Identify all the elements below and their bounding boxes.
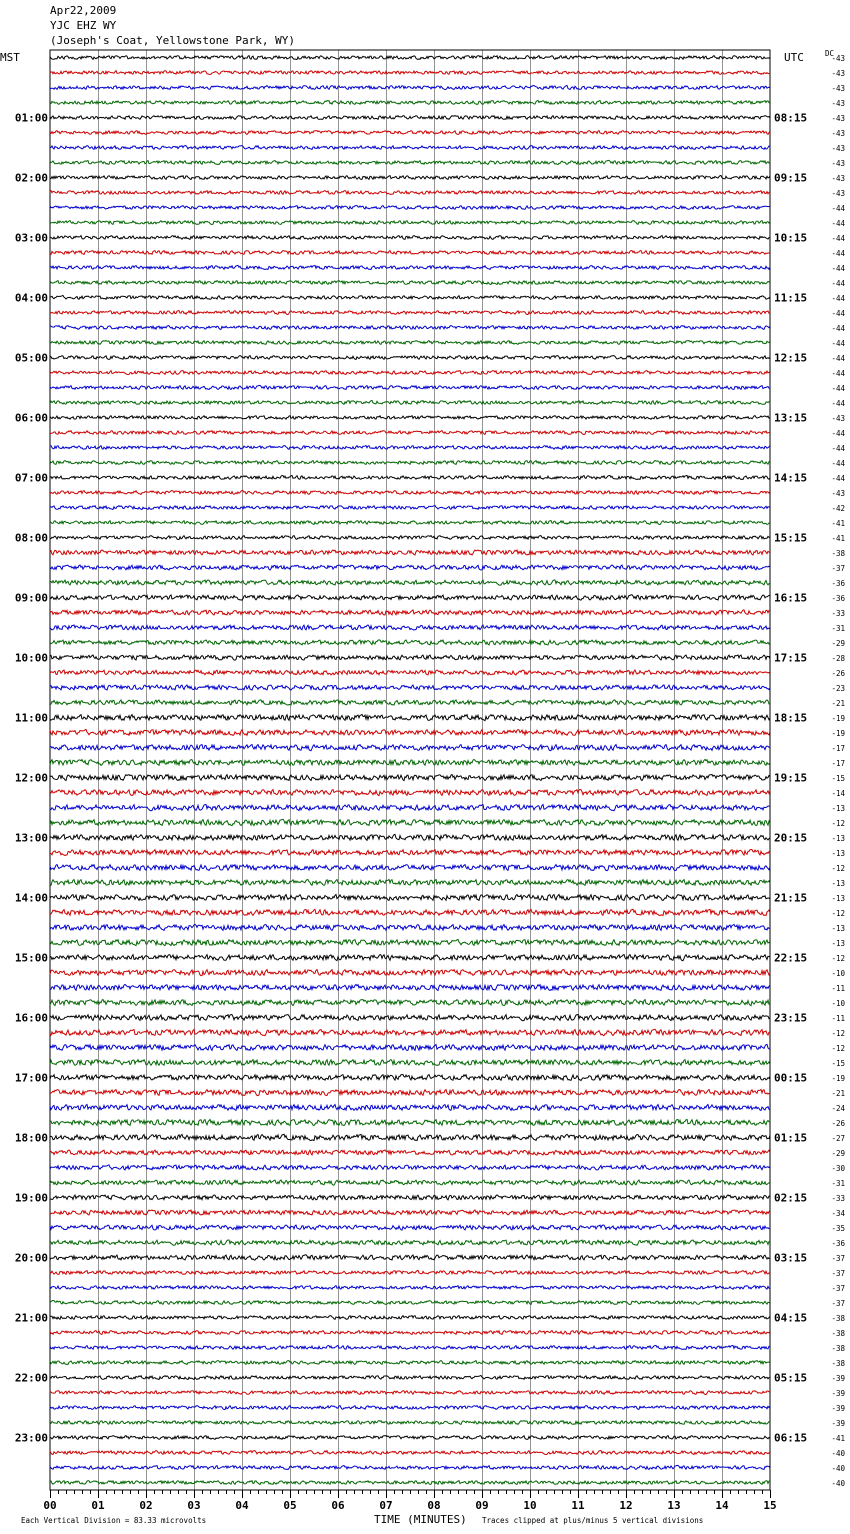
dc-offset-value: -14 [831,789,845,798]
dc-offset-value: -10 [831,969,845,978]
dc-offset-value: -39 [831,1374,845,1383]
station-location: (Joseph's Coat, Yellowstone Park, WY) [50,34,296,47]
mst-hour-label: 07:00 [14,471,48,485]
dc-offset-value: -31 [831,1179,845,1188]
seismic-trace [50,715,770,721]
seismic-trace [50,939,770,945]
dc-column-label: DC [825,49,835,58]
seismic-trace [50,655,770,660]
seismic-trace [50,1180,770,1185]
seismic-trace [50,565,770,570]
dc-offset-value: -43 [831,414,845,423]
dc-offset-value: -44 [831,264,845,273]
seismic-trace [50,985,770,991]
dc-offset-value: -13 [831,879,845,888]
dc-offset-value: -36 [831,579,845,588]
seismic-trace [50,71,770,75]
dc-offset-value: -23 [831,684,845,693]
seismic-trace [50,1240,770,1245]
dc-offset-value: -38 [831,1344,845,1353]
seismic-trace [50,1271,770,1275]
seismic-trace [50,101,770,105]
seismic-trace [50,86,770,90]
utc-hour-label: 13:15 [774,411,808,425]
x-tick-label: 15 [763,1499,777,1512]
dc-offset-value: -35 [831,1224,845,1233]
vertical-division-note: Each Vertical Division = 83.33 microvolts [21,1516,207,1525]
dc-offset-value: -44 [831,294,845,303]
seismic-trace [50,580,770,585]
x-tick-label: 05 [283,1499,297,1512]
dc-offset-value: -17 [831,744,845,753]
seismic-trace [50,1436,770,1440]
seismic-trace [50,955,770,961]
utc-hour-label: 00:15 [774,1071,808,1085]
seismic-trace [50,1331,770,1335]
mst-hour-label: 02:00 [14,171,48,185]
mst-hour-label: 05:00 [14,351,48,365]
dc-offset-value: -44 [831,219,845,228]
dc-offset-value: -44 [831,234,845,243]
seismic-trace [50,1225,770,1230]
x-tick-label: 12 [619,1499,633,1512]
dc-offset-value: -33 [831,609,845,618]
seismic-trace [50,1345,770,1349]
seismic-trace [50,1000,770,1006]
seismic-trace [50,1481,770,1485]
dc-offset-value: -41 [831,519,845,528]
seismic-trace [50,865,770,871]
utc-hour-label: 22:15 [774,951,808,965]
seismic-trace [50,775,770,781]
x-tick-label: 09 [475,1499,489,1512]
seismic-trace [50,326,770,330]
seismic-trace [50,1451,770,1455]
dc-offset-value: -43 [831,99,845,108]
dc-offset-value: -10 [831,999,845,1008]
seismic-trace [50,1255,770,1260]
mst-axis-label: MST [0,51,20,64]
dc-offset-value: -43 [831,129,845,138]
clipping-note: Traces clipped at plus/minus 5 vertical divisions [482,1516,704,1525]
seismic-trace [50,909,770,915]
dc-offset-value: -44 [831,279,845,288]
utc-hour-label: 12:15 [774,351,808,365]
utc-hour-label: 23:15 [774,1011,808,1025]
seismic-trace [50,1015,770,1021]
utc-hour-label: 17:15 [774,651,808,665]
dc-offset-value: -12 [831,819,845,828]
seismic-trace [50,895,770,901]
seismic-trace [50,506,770,510]
dc-offset-value: -38 [831,1329,845,1338]
mst-hour-label: 18:00 [14,1131,48,1145]
dc-offset-value: -44 [831,459,845,468]
dc-offset-value: -43 [831,489,845,498]
dc-offset-value: -40 [831,1479,845,1488]
mst-hour-label: 20:00 [14,1251,48,1265]
dc-offset-value: -12 [831,909,845,918]
dc-offset-value: -24 [831,1104,845,1113]
seismic-trace [50,1406,770,1410]
dc-offset-value: -40 [831,1464,845,1473]
seismic-trace [50,191,770,195]
mst-hour-label: 17:00 [14,1071,48,1085]
dc-offset-value: -13 [831,924,845,933]
seismic-trace [50,296,770,300]
seismic-trace [50,970,770,976]
dc-offset-value: -19 [831,714,845,723]
x-axis-label: TIME (MINUTES) [374,1513,467,1526]
seismic-trace [50,729,770,735]
mst-hour-label: 19:00 [14,1191,48,1205]
x-tick-label: 01 [91,1499,105,1512]
seismic-trace [50,745,770,751]
dc-offset-value: -37 [831,1284,845,1293]
dc-offset-value: -12 [831,864,845,873]
dc-offset-value: -37 [831,1254,845,1263]
seismic-trace [50,850,770,856]
seismic-trace [50,221,770,225]
dc-offset-value: -26 [831,1119,845,1128]
seismic-trace [50,595,770,600]
mst-hour-label: 11:00 [14,711,48,725]
mst-hour-label: 21:00 [14,1311,48,1325]
dc-offset-value: -39 [831,1419,845,1428]
mst-hour-label: 06:00 [14,411,48,425]
seismic-trace [50,461,770,465]
x-tick-label: 10 [523,1499,537,1512]
dc-offset-value: -13 [831,849,845,858]
dc-offset-value: -12 [831,954,845,963]
seismic-trace [50,760,770,766]
seismic-trace [50,1165,770,1170]
dc-offset-value: -41 [831,534,845,543]
utc-hour-label: 05:15 [774,1371,808,1385]
seismic-trace [50,790,770,796]
utc-hour-label: 11:15 [774,291,808,305]
mst-hour-label: 23:00 [14,1431,48,1445]
record-date: Apr22,2009 [50,4,117,17]
seismic-trace [50,880,770,886]
dc-offset-value: -44 [831,399,845,408]
dc-offset-value: -37 [831,1269,845,1278]
dc-offset-value: -13 [831,834,845,843]
x-tick-label: 06 [331,1499,345,1512]
dc-offset-value: -44 [831,249,845,258]
mst-hour-label: 04:00 [14,291,48,305]
mst-hour-label: 14:00 [14,891,48,905]
utc-hour-label: 06:15 [774,1431,808,1445]
dc-offset-value: -29 [831,639,845,648]
seismic-trace [50,401,770,405]
dc-offset-value: -42 [831,504,845,513]
dc-offset-value: -12 [831,1029,845,1038]
utc-hour-label: 15:15 [774,531,808,545]
dc-offset-value: -13 [831,894,845,903]
seismic-trace [50,1286,770,1290]
seismic-trace [50,1119,770,1125]
dc-offset-value: -29 [831,1149,845,1158]
dc-offset-value: -15 [831,1059,845,1068]
dc-offset-value: -44 [831,474,845,483]
seismic-trace [50,1195,770,1200]
mst-hour-label: 15:00 [14,951,48,965]
seismic-trace [50,805,770,811]
dc-offset-value: -21 [831,1089,845,1098]
dc-offset-value: -33 [831,1194,845,1203]
seismic-trace [50,1421,770,1425]
x-tick-label: 07 [379,1499,393,1512]
dc-offset-value: -11 [831,1014,845,1023]
seismic-trace [50,116,770,120]
mst-hour-label: 16:00 [14,1011,48,1025]
dc-offset-value: -21 [831,699,845,708]
dc-offset-value: -44 [831,444,845,453]
utc-hour-label: 09:15 [774,171,808,185]
seismic-trace [50,1150,770,1155]
seismic-trace [50,640,770,645]
dc-offset-value: -44 [831,324,845,333]
seismic-trace [50,1301,770,1305]
x-tick-label: 11 [571,1499,585,1512]
seismic-trace [50,281,770,285]
dc-offset-value: -43 [831,54,845,63]
dc-offset-value: -30 [831,1164,845,1173]
x-tick-label: 14 [715,1499,729,1512]
dc-offset-value: -44 [831,309,845,318]
seismic-trace [50,521,770,525]
mst-hour-label: 10:00 [14,651,48,665]
dc-offset-value: -28 [831,654,845,663]
utc-hour-label: 01:15 [774,1131,808,1145]
x-tick-label: 02 [139,1499,153,1512]
seismic-trace [50,536,770,540]
dc-offset-value: -41 [831,1434,845,1443]
station-code: YJC EHZ WY [50,19,117,32]
dc-offset-value: -44 [831,354,845,363]
dc-offset-value: -43 [831,84,845,93]
dc-offset-value: -37 [831,564,845,573]
x-tick-label: 00 [43,1499,57,1512]
seismic-trace [50,610,770,615]
utc-hour-label: 18:15 [774,711,808,725]
dc-offset-value: -27 [831,1134,845,1143]
dc-offset-value: -44 [831,429,845,438]
utc-hour-label: 20:15 [774,831,808,845]
utc-hour-label: 02:15 [774,1191,808,1205]
seismic-trace [50,176,770,180]
x-tick-label: 13 [667,1499,681,1512]
seismic-trace [50,1105,770,1111]
dc-offset-value: -17 [831,759,845,768]
seismic-trace [50,356,770,360]
seismic-trace [50,1210,770,1215]
x-tick-label: 04 [235,1499,249,1512]
seismic-trace [50,1044,770,1050]
dc-offset-value: -31 [831,624,845,633]
mst-hour-label: 01:00 [14,111,48,125]
seismic-trace [50,385,770,389]
utc-hour-label: 16:15 [774,591,808,605]
seismic-trace [50,416,770,420]
seismic-trace [50,236,770,240]
seismic-trace [50,1134,770,1140]
dc-offset-value: -40 [831,1449,845,1458]
seismic-trace [50,685,770,690]
seismic-trace [50,924,770,930]
seismic-trace [50,1391,770,1395]
dc-offset-value: -43 [831,159,845,168]
seismic-trace [50,146,770,150]
dc-offset-value: -36 [831,594,845,603]
seismic-trace [50,700,770,705]
dc-offset-value: -15 [831,774,845,783]
seismic-trace [50,1075,770,1081]
dc-offset-value: -19 [831,1074,845,1083]
dc-offset-value: -44 [831,204,845,213]
seismic-trace [50,206,770,210]
mst-hour-label: 03:00 [14,231,48,245]
dc-offset-value: -44 [831,339,845,348]
seismic-trace [50,1060,770,1066]
seismic-trace [50,1465,770,1469]
mst-hour-label: 09:00 [14,591,48,605]
seismic-trace [50,625,770,630]
seismic-trace [50,1376,770,1380]
seismic-trace [50,251,770,255]
dc-offset-value: -13 [831,939,845,948]
dc-offset-value: -43 [831,174,845,183]
seismic-trace [50,819,770,825]
dc-offset-value: -13 [831,804,845,813]
dc-offset-value: -37 [831,1299,845,1308]
dc-offset-value: -44 [831,369,845,378]
dc-offset-value: -39 [831,1404,845,1413]
x-tick-label: 03 [187,1499,201,1512]
seismic-trace [50,1029,770,1035]
utc-hour-label: 21:15 [774,891,808,905]
mst-hour-label: 13:00 [14,831,48,845]
seismic-trace [50,431,770,435]
seismic-trace [50,1316,770,1320]
seismic-trace [50,1361,770,1365]
seismic-trace [50,1090,770,1096]
dc-offset-value: -12 [831,1044,845,1053]
seismic-trace [50,491,770,495]
dc-offset-value: -38 [831,549,845,558]
mst-hour-label: 12:00 [14,771,48,785]
utc-hour-label: 14:15 [774,471,808,485]
seismic-trace [50,475,770,479]
utc-hour-label: 04:15 [774,1311,808,1325]
dc-offset-value: -34 [831,1209,845,1218]
utc-hour-label: 08:15 [774,111,808,125]
utc-axis-label: UTC [784,51,804,64]
dc-offset-value: -43 [831,144,845,153]
dc-offset-value: -38 [831,1314,845,1323]
dc-offset-value: -39 [831,1389,845,1398]
dc-offset-value: -43 [831,69,845,78]
seismic-trace [50,834,770,840]
seismic-trace [50,446,770,450]
utc-hour-label: 03:15 [774,1251,808,1265]
dc-offset-value: -36 [831,1239,845,1248]
dc-offset-value: -44 [831,384,845,393]
seismic-trace [50,371,770,375]
utc-hour-label: 19:15 [774,771,808,785]
seismic-trace [50,550,770,555]
seismic-trace [50,670,770,675]
seismic-trace [50,311,770,315]
seismic-trace [50,56,770,60]
mst-hour-label: 22:00 [14,1371,48,1385]
dc-offset-value: -38 [831,1359,845,1368]
seismic-trace [50,341,770,345]
seismic-trace [50,131,770,135]
dc-offset-value: -11 [831,984,845,993]
dc-offset-value: -19 [831,729,845,738]
seismic-trace [50,160,770,164]
dc-offset-value: -26 [831,669,845,678]
mst-hour-label: 08:00 [14,531,48,545]
dc-offset-value: -43 [831,114,845,123]
utc-hour-label: 10:15 [774,231,808,245]
dc-offset-value: -43 [831,189,845,198]
x-tick-label: 08 [427,1499,441,1512]
seismic-trace [50,265,770,269]
